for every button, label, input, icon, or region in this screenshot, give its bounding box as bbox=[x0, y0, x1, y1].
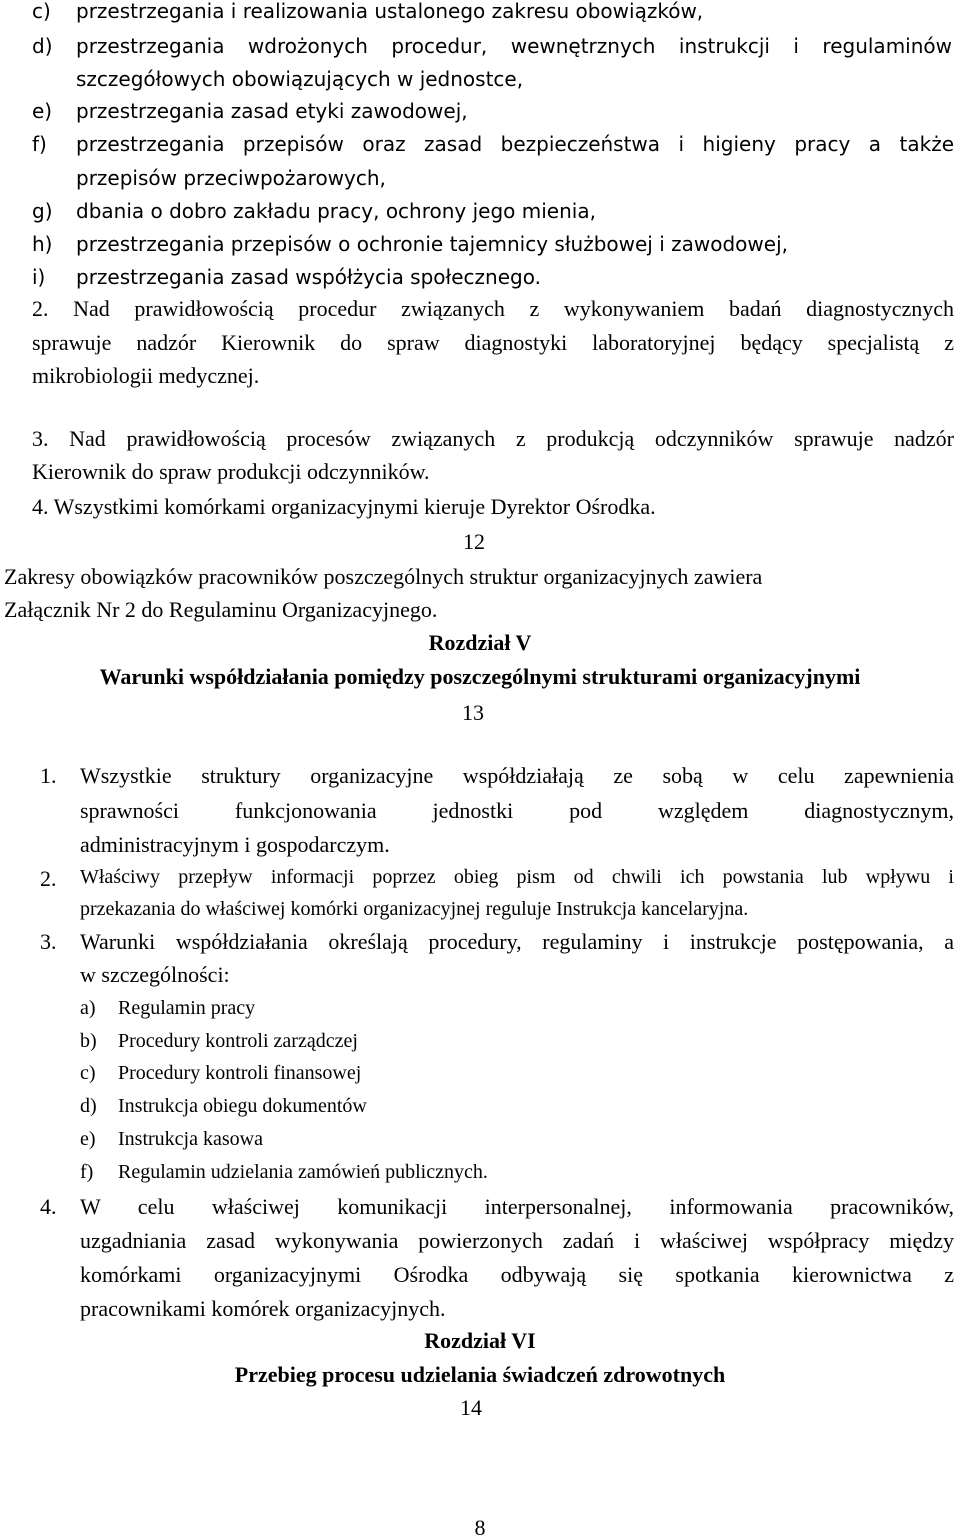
chapter5-item-4-marker: 4. bbox=[40, 1194, 57, 1219]
sublist-item-b-text: Procedury kontroli zarządczej bbox=[118, 1030, 358, 1052]
list-item-d-line2: szczegółowych obowiązujących w jednostce, bbox=[76, 67, 524, 91]
list-item-g-line1: dbania o dobro zakładu pracy, ochrony jego mienia, bbox=[76, 199, 596, 223]
chapter5-item-2-line1: Właściwy przepływ informacji poprzez obieg pism od chwili ich powstania lub wpływu i bbox=[80, 866, 954, 888]
sublist-item-d-marker: d) bbox=[80, 1095, 97, 1117]
list-item-h-line1: przestrzegania przepisów o ochronie tajemnicy służbowej i zawodowej, bbox=[76, 232, 788, 256]
list-item-h-marker: h) bbox=[32, 232, 53, 256]
chapter5-item-1-line1: Wszystkie struktury organizacyjne współdziałają ze sobą w celu zapewnienia bbox=[80, 763, 954, 788]
section-13-heading: 13 bbox=[462, 700, 484, 725]
paragraph-3-line2: Kierownik do spraw produkcji odczynników. bbox=[32, 459, 430, 484]
list-item-e-marker: e) bbox=[32, 99, 53, 123]
sublist-item-c-marker: c) bbox=[80, 1062, 96, 1084]
list-text: przestrzegania i realizowania ustalonego zakresu obowiązków, bbox=[76, 0, 704, 23]
section-12-line2: Załącznik Nr 2 do Regulaminu Organizacyjnego. bbox=[4, 597, 438, 622]
paragraph-2-line2: sprawuje nadzór Kierownik do spraw diagnostyki laboratoryjnej będący specjalistą z bbox=[32, 330, 954, 355]
list-item-c bbox=[32, 0, 704, 23]
list-item-g-marker: g) bbox=[32, 199, 53, 223]
sublist-item-d-text: Instrukcja obiegu dokumentów bbox=[118, 1095, 367, 1117]
page-number: 8 bbox=[474, 1515, 486, 1537]
chapter5-item-1-line3: administracyjnym i gospodarczym. bbox=[80, 832, 390, 857]
sublist-item-c-text: Procedury kontroli finansowej bbox=[118, 1062, 362, 1084]
chapter5-item-3-line1: Warunki współdziałania określają procedury, regulaminy i instrukcje postępowania, a bbox=[80, 929, 954, 954]
chapter5-item-2-marker: 2. bbox=[40, 866, 57, 891]
chapter-5-subtitle: Warunki współdziałania pomiędzy poszczególnymi strukturami organizacyjnymi bbox=[99, 664, 861, 689]
section-12-line1: Zakresy obowiązków pracowników poszczególnych struktur organizacyjnych zawiera bbox=[4, 564, 763, 589]
sublist-item-f-marker: f) bbox=[80, 1161, 94, 1183]
list-item-f-line2: przepisów przeciwpożarowych, bbox=[76, 166, 386, 190]
sublist-item-a-text: Regulamin pracy bbox=[118, 997, 256, 1019]
chapter-6-title: Rozdział VI bbox=[424, 1328, 536, 1353]
list-item-f-marker: f) bbox=[32, 132, 47, 156]
list-item-i-line1: przestrzegania zasad współżycia społecznego. bbox=[76, 265, 541, 289]
chapter-6-subtitle: Przebieg procesu udzielania świadczeń zdrowotnych bbox=[234, 1362, 726, 1387]
list-item-i-marker: i) bbox=[32, 265, 46, 289]
paragraph-2-line3: mikrobiologii medycznej. bbox=[32, 363, 260, 388]
chapter5-item-4-line1: W celu właściwej komunikacji interpersonalnej, informowania pracowników, bbox=[80, 1194, 954, 1219]
list-item-d-line1: przestrzegania wdrożonych procedur, wewnętrznych instrukcji i regulaminów bbox=[76, 34, 952, 58]
sublist-item-f-text: Regulamin udzielania zamówień publicznych. bbox=[118, 1161, 488, 1183]
list-item-d-marker: d) bbox=[32, 34, 53, 58]
chapter5-item-4-line2: uzgadniania zasad wykonywania powierzonych zadań i właściwej współpracy między bbox=[80, 1228, 954, 1253]
paragraph-2-line1: 2. Nad prawidłowością procedur związanych z wykonywaniem badań diagnostycznych bbox=[32, 296, 954, 321]
chapter-5-title: Rozdział V bbox=[428, 630, 532, 655]
sublist-item-a-marker: a) bbox=[80, 997, 96, 1019]
sublist-item-e-marker: e) bbox=[80, 1128, 96, 1150]
section-12-heading: 12 bbox=[463, 529, 485, 554]
chapter5-item-3-marker: 3. bbox=[40, 929, 57, 954]
chapter5-item-3-line2: w szczególności: bbox=[80, 962, 230, 987]
list-marker: c) bbox=[32, 0, 51, 23]
chapter5-item-1-marker: 1. bbox=[40, 763, 57, 788]
chapter5-item-4-line4: pracownikami komórek organizacyjnych. bbox=[80, 1296, 446, 1321]
chapter5-item-4-line3: komórkami organizacyjnymi Ośrodka odbywają się spotkania kierownictwa z bbox=[80, 1262, 954, 1287]
chapter5-item-2-line2: przekazania do właściwej komórki organizacyjnej reguluje Instrukcja kancelaryjna. bbox=[80, 898, 749, 920]
list-item-e-line1: przestrzegania zasad etyki zawodowej, bbox=[76, 99, 468, 123]
paragraph-3-line1: 3. Nad prawidłowością procesów związanych z produkcją odczynników sprawuje nadzór bbox=[32, 426, 954, 451]
paragraph-4-line1: 4. Wszystkimi komórkami organizacyjnymi kieruje Dyrektor Ośrodka. bbox=[32, 494, 656, 519]
list-item-f-line1: przestrzegania przepisów oraz zasad bezpieczeństwa i higieny pracy a także bbox=[76, 132, 954, 156]
chapter5-item-1-line2: sprawności funkcjonowania jednostki pod względem diagnostycznym, bbox=[80, 798, 954, 823]
sublist-item-b-marker: b) bbox=[80, 1030, 97, 1052]
sublist-item-e-text: Instrukcja kasowa bbox=[118, 1128, 263, 1150]
section-14-heading: 14 bbox=[460, 1395, 482, 1420]
